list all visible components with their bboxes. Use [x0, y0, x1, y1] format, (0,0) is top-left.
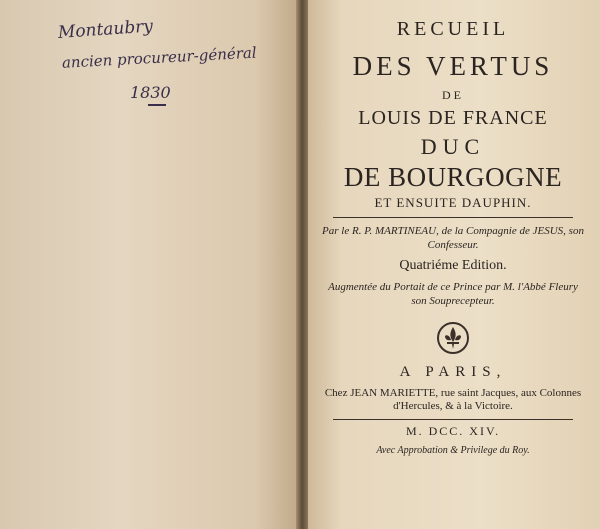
- inscription-name: Montaubry: [57, 16, 154, 43]
- title-duc: DUC: [420, 134, 486, 159]
- printer-line: Chez JEAN MARIETTE, rue saint Jacques, aux Colonnes d'Hercules, & à la Victoire.: [324, 387, 582, 412]
- handwritten-inscription: [58, 18, 288, 108]
- title-des-vertus: DES VERTUS: [352, 51, 554, 81]
- title-recueil: RECUEIL: [396, 18, 510, 40]
- inscription-title: ancien procureur-général: [61, 43, 258, 72]
- inscription-year: 1830: [130, 83, 171, 102]
- author-line: Par le R. P. MARTINEAU, de la Compagnie de JESUS, son Confesseur.: [322, 225, 584, 251]
- edition-line: Quatriéme Edition.: [399, 258, 507, 273]
- inscription-underline: [148, 104, 166, 106]
- imprint-place: A PARIS,: [399, 364, 507, 380]
- augmented-line: Augmentée du Portait de ce Prince par M. l'Abbé Fleury son Souprecepteur.: [328, 281, 578, 307]
- title-block: [306, 14, 600, 456]
- title-louis-de-france: LOUIS DE FRANCE: [358, 107, 548, 129]
- title-de: DE: [442, 88, 464, 102]
- title-dauphin: ET ENSUITE DAUPHIN.: [374, 195, 532, 210]
- fleur-de-lis-wreath-icon: [435, 320, 471, 356]
- approbation-line: Avec Approbation & Privilege du Roy.: [376, 445, 530, 456]
- imprint-rule: [333, 419, 573, 420]
- title-de-bourgogne: DE BOURGOGNE: [343, 162, 563, 192]
- imprint-year: M. DCC. XIV.: [405, 424, 501, 438]
- divider-rule: [333, 217, 573, 218]
